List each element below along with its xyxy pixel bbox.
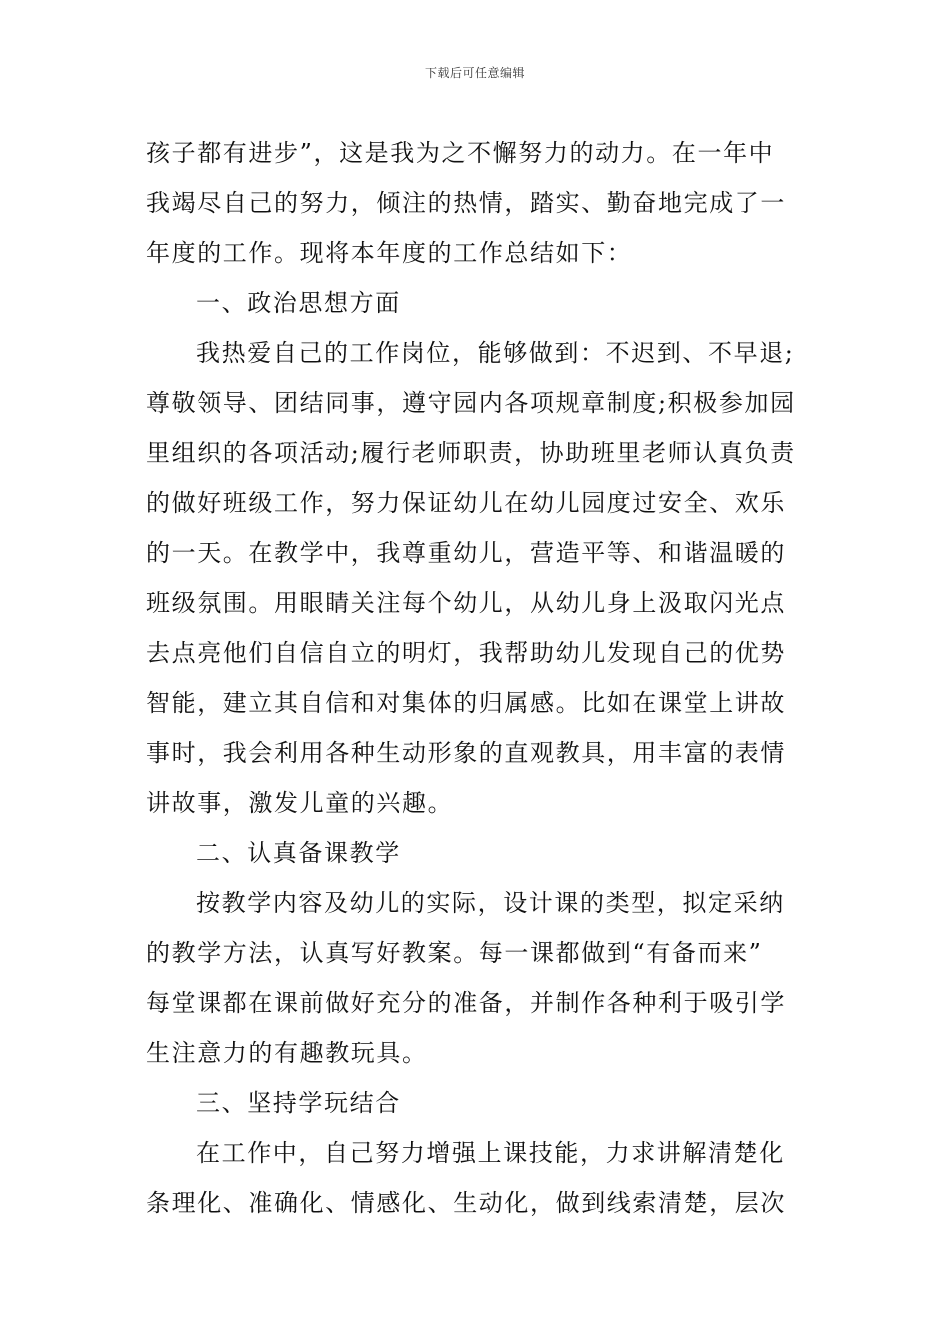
document-body <box>146 128 811 1228</box>
body-line: 孩子都有进步”，这是我为之不懈努力的动力。在一年中 <box>146 139 775 167</box>
page-header: 下载后可任意编辑 <box>424 66 525 80</box>
body-line: 讲故事，激发儿童的兴趣。 <box>146 789 454 817</box>
body-line: 条理化、准确化、情感化、生动化，做到线索清楚，层次 <box>146 1189 786 1217</box>
body-line: 的做好班级工作，努力保证幼儿在幼儿园度过安全、欢乐 <box>146 489 786 517</box>
body-line: 的教学方法，认真写好教案。每一课都做到“有备而来” <box>146 939 763 967</box>
body-line: 去点亮他们自信自立的明灯，我帮助幼儿发现自己的优势 <box>146 639 786 667</box>
body-line: 尊敬领导、团结同事，遵守园内各项规章制度;积极参加园 <box>146 389 796 417</box>
body-line: 年度的工作。现将本年度的工作总结如下： <box>146 239 633 267</box>
body-line: 生注意力的有趣教玩具。 <box>146 1039 428 1067</box>
body-line: 每堂课都在课前做好充分的准备，并制作各种利于吸引学 <box>146 989 786 1017</box>
body-line: 里组织的各项活动;履行老师职责，协助班里老师认真负责 <box>146 439 796 467</box>
body-line: 我热爱自己的工作岗位，能够做到：不迟到、不早退; <box>196 339 795 367</box>
body-line: 班级氛围。用眼睛关注每个幼儿，从幼儿身上汲取闪光点 <box>146 589 786 617</box>
body-line: 在工作中，自己努力增强上课技能，力求讲解清楚化 <box>196 1139 785 1167</box>
body-line: 按教学内容及幼儿的实际，设计课的类型，拟定采纳 <box>196 889 785 917</box>
section-heading: 一、政治思想方面 <box>196 289 401 317</box>
section-heading: 三、坚持学玩结合 <box>196 1089 401 1117</box>
body-line: 智能，建立其自信和对集体的归属感。比如在课堂上讲故 <box>146 689 786 717</box>
body-line: 的一天。在教学中，我尊重幼儿，营造平等、和谐温暖的 <box>146 539 786 567</box>
section-heading: 二、认真备课教学 <box>196 839 401 867</box>
body-line: 我竭尽自己的努力，倾注的热情，踏实、勤奋地完成了一 <box>146 189 786 217</box>
body-line: 事时，我会利用各种生动形象的直观教具，用丰富的表情 <box>146 739 786 767</box>
